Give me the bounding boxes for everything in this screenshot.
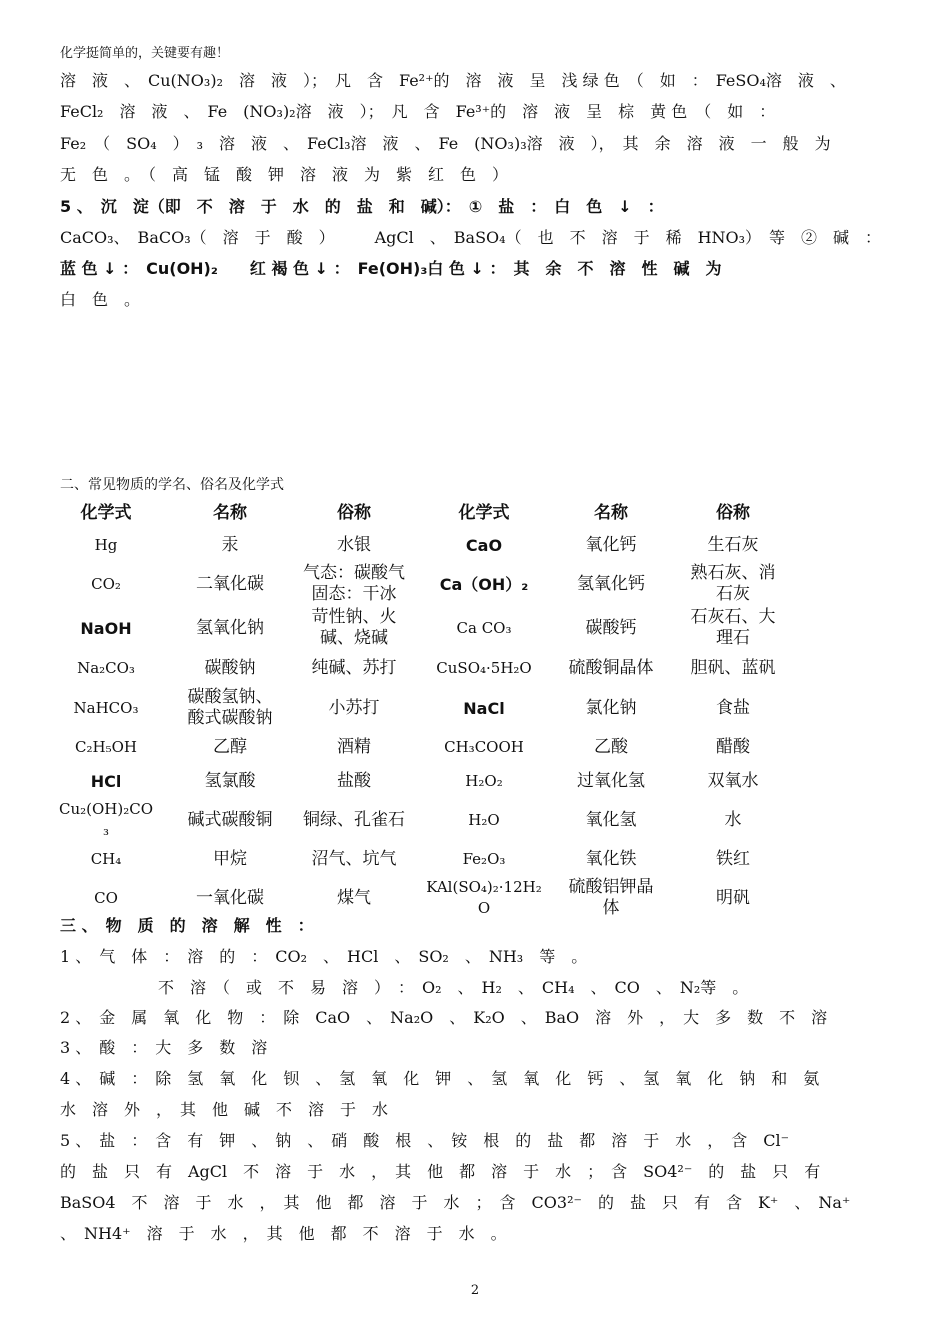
header-name: 名称 (594, 502, 628, 523)
name-cell: 氢氧化钙 (577, 573, 645, 594)
formula-cell: CO₂ (91, 574, 121, 593)
name-cell: 氢氧化钠 (196, 617, 264, 638)
table-row (44, 650, 796, 686)
solubility-line-6: 水 溶 外 ， 其 他 碱 不 溶 于 水 (60, 1100, 389, 1119)
name-cell: 氢氯酸 (204, 770, 256, 791)
common-name-cell: 小苏打 (328, 697, 380, 718)
header-common-name: 俗称 (337, 502, 371, 523)
common-name-cell: 铁红 (716, 848, 750, 869)
header-name: 名称 (213, 502, 247, 523)
common-name-cell: 盐酸 (337, 770, 371, 791)
common-name-cell: 明矾 (716, 887, 750, 908)
solubility-line-3: 2 、 金 属 氧 化 物 ： 除 CaO 、 Na₂O 、 K₂O 、 BaO 溶 外 ， 大 多 数 不 溶 (60, 1008, 828, 1027)
color-line-3: Fe₂ （ SO₄ ） ₃ 溶 液 、 FeCl₃溶 液 、 Fe (NO₃)₃溶 液 ）， 其 余 溶 液 一 般 为 (60, 134, 831, 153)
name-cell: 汞 (221, 534, 239, 555)
formula-cell: Fe₂O₃ (462, 849, 506, 868)
formula-cell: CuSO₄·5H₂O (436, 658, 532, 677)
solubility-line-5: 4 、 碱 ： 除 氢 氧 化 钡 、 氢 氧 化 钾 、 氢 氧 化 钙 、 氢 氧 化 钠 和 氨 (60, 1069, 820, 1088)
name-cell: 一氧化碳 (196, 887, 264, 908)
common-name-cell: 醋酸 (716, 736, 750, 757)
formula-cell: H₂O₂ (465, 771, 503, 790)
formula-cell: Cu₂(OH)₂CO ₃ (58, 800, 154, 839)
name-cell: 过氧化氢 (577, 770, 645, 791)
common-name-cell: 生石灰 (707, 534, 759, 555)
solubility-line-8: 的 盐 只 有 AgCl 不 溶 于 水 ， 其 他 都 溶 于 水 ； 含 SO4²⁻ 的 盐 只 有 (60, 1162, 821, 1181)
table-row (44, 528, 796, 562)
common-name-cell: 水 (724, 809, 742, 830)
name-cell: 碳酸钙 (585, 617, 637, 638)
name-cell: 氧化钙 (585, 534, 637, 555)
formula-cell: KAl(SO₄)₂·12H₂ O (426, 878, 542, 917)
name-cell: 乙酸 (594, 736, 628, 757)
header-formula: 化学式 (458, 502, 510, 523)
name-cell: 二氧化碳 (196, 573, 264, 594)
name-cell: 氧化铁 (585, 848, 637, 869)
precipitate-line-3: 蓝 色 ↓ ： Cu(OH)₂ 红 褐 色 ↓ ： Fe(OH)₃白 色 ↓ ： 其 余 不 溶 性 碱 为 (60, 259, 722, 278)
name-cell: 硫酸铝钾晶 体 (568, 877, 654, 918)
precipitate-line-2: CaCO₃、 BaCO₃（ 溶 于 酸 ） AgCl 、 BaSO₄（ 也 不 溶 于 稀 HNO₃） 等 ② 碱 ： (60, 228, 882, 247)
table-row (44, 842, 796, 876)
table-row (44, 686, 796, 730)
formula-cell: CO (94, 888, 118, 907)
color-line-2: FeCl₂ 溶 液 、 Fe (NO₃)₂溶 液 ）； 凡 含 Fe³⁺的 溶 液 呈 棕 黄 色 （ 如 ： (60, 102, 776, 121)
common-name-cell: 煤气 (337, 887, 371, 908)
formula-cell: C₂H₅OH (75, 737, 137, 756)
common-name-cell: 纯碱、苏打 (311, 657, 397, 678)
name-cell: 碱式碳酸铜 (187, 809, 273, 830)
common-name-cell: 熟石灰、消 石灰 (690, 563, 776, 604)
section-title: 二、常见物质的学名、俗名及化学式 (60, 477, 284, 493)
formula-cell: Ca（OH）₂ (439, 574, 529, 594)
formula-cell: NaOH (80, 618, 132, 638)
table-row (44, 562, 796, 606)
common-name-cell: 酒精 (337, 736, 371, 757)
color-line-4: 无 色 。 （ 高 锰 酸 钾 溶 液 为 紫 红 色 ） (60, 165, 509, 184)
header-formula: 化学式 (80, 502, 132, 523)
common-name-cell: 胆矾、蓝矾 (690, 657, 776, 678)
common-name-cell: 水银 (337, 534, 371, 555)
header-note: 化学挺简单的，关键要有趣！ (60, 46, 230, 61)
name-cell: 碳酸钠 (204, 657, 256, 678)
name-cell: 碳酸氢钠、 酸式碳酸钠 (187, 687, 273, 728)
substance-table (44, 498, 796, 920)
common-name-cell: 食盐 (716, 697, 750, 718)
table-row (44, 798, 796, 842)
common-name-cell: 沼气、坑气 (311, 848, 397, 869)
formula-cell: Na₂CO₃ (77, 658, 135, 677)
common-name-cell: 石灰石、大 理石 (690, 607, 776, 648)
formula-cell: NaHCO₃ (73, 698, 139, 717)
formula-cell: NaCl (463, 698, 505, 718)
common-name-cell: 铜绿、孔雀石 (303, 809, 405, 830)
table-row (44, 730, 796, 764)
solubility-line-7: 5 、 盐 ： 含 有 钾 、 钠 、 硝 酸 根 、 铵 根 的 盐 都 溶 于 水 ， 含 Cl⁻ (60, 1131, 790, 1150)
formula-cell: Ca CO₃ (456, 618, 512, 637)
formula-cell: HCl (90, 771, 122, 791)
header-common-name: 俗称 (716, 502, 750, 523)
common-name-cell: 双氧水 (707, 770, 759, 791)
solubility-line-1: 1 、 气 体 ： 溶 的 ： CO₂ 、 HCl 、 SO₂ 、 NH₃ 等 。 (60, 947, 588, 966)
formula-cell: CaO (465, 535, 503, 555)
name-cell: 乙醇 (213, 736, 247, 757)
table-header-row (44, 498, 796, 528)
precipitate-line-1: 5 、 沉 淀（即 不 溶 于 水 的 盐 和 碱）： ① 盐 ： 白 色 ↓ ： (60, 197, 664, 216)
solubility-line-2: 不 溶 （ 或 不 易 溶 ） ： O₂ 、 H₂ 、 CH₄ 、 CO 、 N₂等 。 (158, 978, 749, 997)
common-name-cell: 气态：碳酸气 固态：干冰 (303, 563, 405, 604)
color-line-1: 溶 液 、 Cu(NO₃)₂ 溶 液 ）； 凡 含 Fe²⁺的 溶 液 呈 浅 绿 色 （ 如 ： FeSO₄溶 液 、 (60, 71, 846, 90)
formula-cell: CH₄ (90, 849, 122, 868)
formula-cell: Hg (94, 535, 118, 554)
table-row (44, 764, 796, 798)
name-cell: 硫酸铜晶体 (568, 657, 654, 678)
solubility-line-9: BaSO4 不 溶 于 水 ， 其 他 都 溶 于 水 ； 含 CO3²⁻ 的 盐 只 有 含 K⁺ 、 Na⁺ (60, 1193, 851, 1212)
solubility-line-10: 、 NH4⁺ 溶 于 水 ， 其 他 都 不 溶 于 水 。 (60, 1224, 507, 1243)
page-number: 2 (470, 1283, 480, 1298)
solubility-title: 三 、 物 质 的 溶 解 性 ： (60, 916, 314, 935)
table-row (44, 606, 796, 650)
formula-cell: CH₃COOH (444, 737, 524, 756)
formula-cell: H₂O (468, 810, 500, 829)
solubility-line-4: 3 、 酸 ： 大 多 数 溶 (60, 1038, 268, 1057)
name-cell: 氯化钠 (585, 697, 637, 718)
common-name-cell: 苛性钠、火 碱、烧碱 (311, 607, 397, 648)
name-cell: 甲烷 (213, 848, 247, 869)
table-row (44, 876, 796, 920)
precipitate-line-4: 白 色 。 (60, 290, 141, 309)
name-cell: 氧化氢 (585, 809, 637, 830)
